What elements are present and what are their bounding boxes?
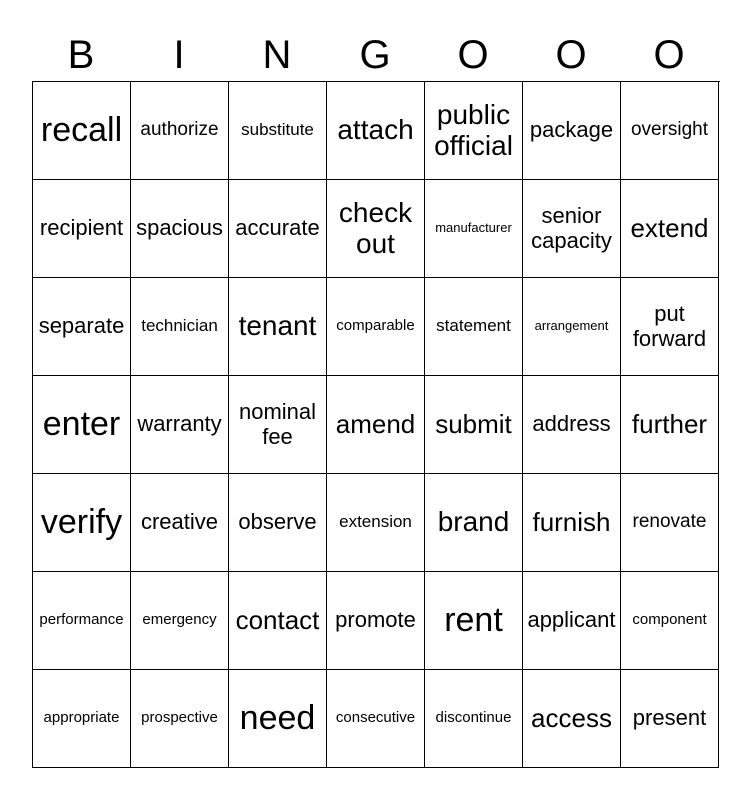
bingo-cell[interactable]: accurate [229,180,327,278]
bingo-cell[interactable]: renovate [621,474,719,572]
bingo-cell[interactable]: applicant [523,572,621,670]
bingo-cell[interactable]: performance [33,572,131,670]
header-letter-o2: O [555,33,587,77]
bingo-cell[interactable]: component [621,572,719,670]
bingo-cell[interactable]: present [621,670,719,768]
bingo-cell[interactable]: verify [33,474,131,572]
bingo-cell[interactable]: package [523,82,621,180]
bingo-cell[interactable]: creative [131,474,229,572]
bingo-cell[interactable]: consecutive [327,670,425,768]
header-letter-o1: O [457,33,489,77]
bingo-cell[interactable]: address [523,376,621,474]
bingo-cell[interactable]: spacious [131,180,229,278]
bingo-header [32,30,720,80]
bingo-cell[interactable]: extension [327,474,425,572]
bingo-cell[interactable]: brand [425,474,523,572]
bingo-cell[interactable]: tenant [229,278,327,376]
bingo-cell[interactable]: manufacturer [425,180,523,278]
bingo-cell[interactable]: further [621,376,719,474]
bingo-cell[interactable]: extend [621,180,719,278]
bingo-cell[interactable]: statement [425,278,523,376]
bingo-cell[interactable]: discontinue [425,670,523,768]
bingo-cell[interactable]: substitute [229,82,327,180]
bingo-cell[interactable]: comparable [327,278,425,376]
bingo-cell[interactable]: arrangement [523,278,621,376]
bingo-cell[interactable]: senior capacity [523,180,621,278]
bingo-cell[interactable]: separate [33,278,131,376]
bingo-cell[interactable]: furnish [523,474,621,572]
bingo-cell[interactable]: prospective [131,670,229,768]
bingo-cell[interactable]: promote [327,572,425,670]
bingo-cell[interactable]: access [523,670,621,768]
bingo-cell[interactable]: enter [33,376,131,474]
header-letter-i: I [173,33,185,77]
bingo-cell[interactable]: rent [425,572,523,670]
header-letter-o3: O [653,33,685,77]
bingo-cell[interactable]: observe [229,474,327,572]
bingo-cell[interactable]: check out [327,180,425,278]
bingo-cell[interactable]: amend [327,376,425,474]
header-letter-b: B [67,33,95,77]
bingo-cell[interactable]: put forward [621,278,719,376]
bingo-cell[interactable]: recipient [33,180,131,278]
bingo-cell[interactable]: authorize [131,82,229,180]
header-letter-n: N [262,33,292,77]
bingo-cell[interactable]: recall [33,82,131,180]
bingo-cell[interactable]: technician [131,278,229,376]
bingo-cell[interactable]: nominal fee [229,376,327,474]
bingo-cell[interactable]: oversight [621,82,719,180]
bingo-grid [32,81,720,768]
bingo-cell[interactable]: appropriate [33,670,131,768]
header-letter-g: G [359,33,391,77]
bingo-cell[interactable]: contact [229,572,327,670]
bingo-cell[interactable]: warranty [131,376,229,474]
bingo-cell[interactable]: submit [425,376,523,474]
bingo-cell[interactable]: emergency [131,572,229,670]
bingo-cell[interactable]: attach [327,82,425,180]
bingo-cell[interactable]: need [229,670,327,768]
bingo-cell[interactable]: public official [425,82,523,180]
